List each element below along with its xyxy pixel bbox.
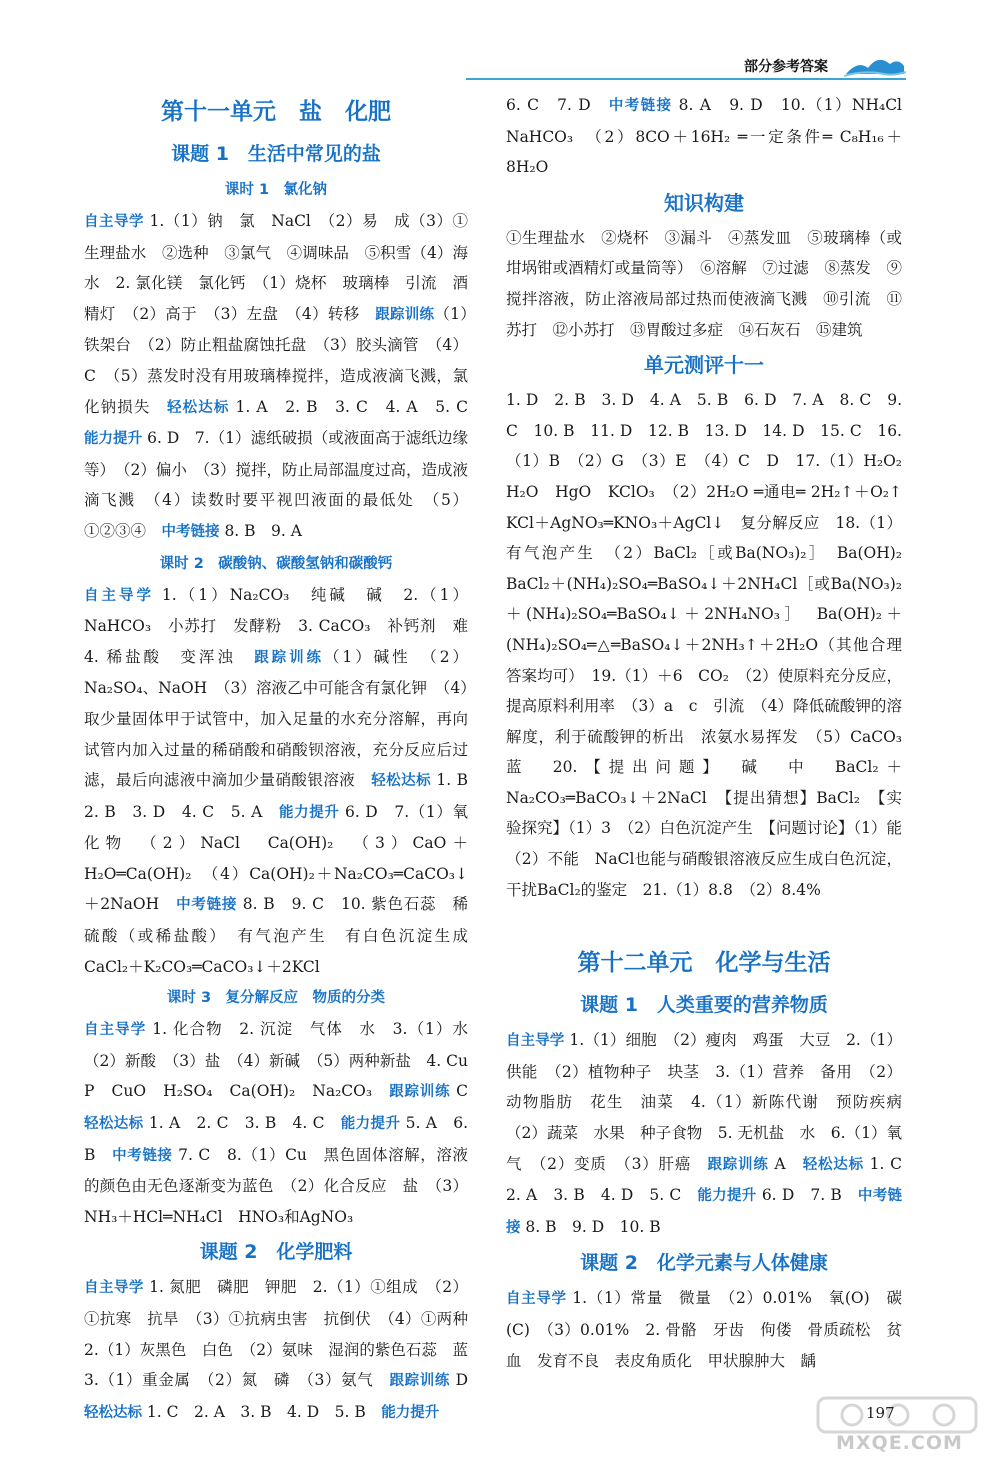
section-tag: 跟踪训练: [389, 1084, 451, 1101]
section-tag: 中考链接: [161, 523, 220, 540]
header-rule: [466, 78, 906, 80]
answer-text: 8. A 9. D 10.（1）NH₄Cl NaHCO₃ （2）8CO＋16H₂ ═一定条件═ C₈H₁₆＋8H₂O: [506, 96, 918, 177]
unit-11-title: 第十一单元 盐 化肥: [161, 99, 391, 125]
answer-text: C: [450, 1082, 484, 1101]
unit-test-answers: 1. D 2. B 3. D 4. A 5. B 6. D 7. A 8. C 9. C 10. B 11. D 12. B 13. D 14. D 15. C 16.（1）B （2）G （3）E （4）C D 17.（1）H₂O₂ H₂O HgO KClO₃ （2）2H₂O ═通电═ 2H₂↑＋O₂↑ KCl＋AgNO₃═KNO₃＋AgCl↓ 复分解反应 18.（1）有气泡产生 （2）BaCl₂［或Ba(NO₃)₂］ Ba(OH)₂ BaCl₂＋(NH₄)₂SO₄═BaSO₄↓＋2NH₄Cl［或Ba(NO₃)₂＋(NH₄)₂SO₄═BaSO₄↓＋2NH₄NO₃］ Ba(OH)₂＋(NH₄)₂SO₄═△═BaSO₄↓＋2NH₃↑＋2H₂O（其他合理答案均可） 19.（1）＋6 CO₂ （2）使原料充分反应，提高原料利用率 （3）a c 引流 （4）降低硫酸钾的溶解度，利于硫酸钾的析出 浓氨水易挥发 （5）CaCO₃ 蓝 20.【提出问题】 碱 中 BaCl₂＋Na₂CO₃═BaCO₃↓＋2NaCl 【提出猜想】BaCl₂ 【实验探究】（1）3 （2）白色沉淀产生 【问题讨论】（1）能 （2）不能 NaCl也能与硝酸银溶液反应生成白色沉淀，干扰BaCl₂的鉴定 21.（1）8.8 （2）8.4%: [506, 391, 918, 899]
section-tag: 自主导学: [506, 1033, 565, 1050]
answer-text: 1. A 2. C 3. B 4. C: [143, 1114, 341, 1133]
page-header: [466, 50, 906, 80]
section-tag: 自主导学: [506, 1291, 567, 1308]
section-tag: 自主导学: [84, 1280, 144, 1297]
topic-1-title: 课题 1 生活中常见的盐: [171, 143, 381, 165]
section-tag: 自主导学: [84, 214, 145, 230]
section-tag: 跟踪训练: [254, 649, 324, 666]
answer-text: 8. B 9. A: [219, 521, 302, 540]
section-tag: 轻松达标: [84, 1404, 142, 1421]
lesson-2-title: 课时 2 碳酸钠、碳酸氢钠和碳酸钙: [159, 555, 393, 572]
answer-text: 7. C 8.（1）Cu 黑色固体溶解，溶液的颜色由无色逐渐变为蓝色 （2）化合反应 盐 （3）NH₃＋HCl═NH₄Cl HNO₃和AgNO₃: [84, 1145, 468, 1226]
section-tag: 轻松达标: [167, 399, 230, 416]
watermark-text: MXQE.COM: [836, 1432, 963, 1454]
answer-text: 1.（1）Na₂CO₃ 纯碱 碱 2.（1）NaHCO₃ 小苏打 发酵粉 3. CaCO₃ 补钙剂 难 4. 稀盐酸 变浑浊: [84, 585, 484, 666]
answer-text: 1. C 2. A 3. B 4. D 5. C: [506, 1154, 918, 1205]
answer-text: （1）碱性 （2）Na₂SO₄、NaOH （3）溶液乙中可能含有氯化钾 （4）取少量固体甲于试管中，加入足量的水充分溶解，再向试管内加入过量的稀硝酸和硝酸钡溶液，充分反应后过滤，最后向滤液中滴加少量硝酸银溶液: [84, 647, 468, 790]
answer-text: （1）铁架台 （2）防止粗盐腐蚀托盘 （3）胶头滴管 （4）C （5）蒸发时没有用玻璃棒搅拌，造成液滴飞溅，氯化钠损失: [84, 304, 468, 416]
answer-text: 1.（1）钠 氯 NaCl （2）易 成（3）①生理盐水 ②选种 ③氯气 ④调味品 ⑤积雪（4）海水 2. 氯化镁 氯化钙 （1）烧杯 玻璃棒 引流 酒精灯 （2）高于 （3）左盘 （4）转移: [84, 212, 469, 323]
answer-text: 1.（1）常量 微量 （2）0.01% 氧(O) 碳(C) （3）0.01% 2. 骨骼 牙齿 佝偻 骨质疏松 贫血 发育不良 表皮角质化 甲状腺肿大 龋: [506, 1289, 902, 1370]
section-tag: 能力提升: [84, 431, 143, 448]
answer-text: A: [768, 1154, 803, 1173]
answer-text: 8. B 9. C 10. 紫色石蕊 稀硫酸（或稀盐酸） 有气泡产生 有白色沉淀生成 CaCl₂＋K₂CO₃═CaCO₃↓＋2KCl: [84, 895, 484, 976]
right-column: [506, 90, 918, 1376]
unit-test-title: 单元测评十一: [644, 353, 764, 378]
answer-text: 6. D 7.（1）滤纸破损（或液面高于滤纸边缘等） （2）偏小 （3）搅拌，防止局部温度过高，造成液滴飞溅 （4）读数时要平视凹液面的最低处 （5）①②③④: [84, 429, 468, 540]
section-tag: 自主导学: [84, 587, 154, 604]
answer-text: D: [450, 1371, 484, 1390]
section-tag: 能力提升: [340, 1116, 401, 1133]
section-tag: 自主导学: [84, 1022, 147, 1039]
section-tag: 轻松达标: [802, 1156, 864, 1173]
section-tag: 轻松达标: [371, 773, 432, 790]
lesson-3-answers: [84, 1014, 484, 1232]
wave-decoration-icon: [844, 52, 906, 78]
answer-text: 5. A 6. B: [84, 1114, 469, 1164]
section-tag: 跟踪训练: [375, 306, 435, 323]
answer-text: 1.（1）细胞 （2）瘦肉 鸡蛋 大豆 2.（1）供能 （2）植物种子 块茎 3.（1）营养 备用 （2）动物脂肪 花生 油菜 4.（1）新陈代谢 预防疾病 （2）蔬菜 水果 种子食物 5. 无机盐 水 6.（1）氧气 （2）变质 （3）肝癌: [506, 1031, 918, 1173]
header-title: 部分参考答案: [744, 59, 828, 75]
topic-2-answers: [84, 1272, 484, 1428]
section-tag: 能力提升: [697, 1188, 757, 1205]
topic-2-title: 课题 2 化学肥料: [199, 1241, 353, 1264]
section-tag: 能力提升: [279, 804, 340, 821]
continued-answers: [506, 90, 918, 183]
lesson-1-title: 课时 1 氯化钠: [224, 182, 328, 198]
unit-12-topic-2-title: 课题 2 化学元素与人体健康: [580, 1252, 828, 1275]
lesson-3-title: 课时 3 复分解反应 物质的分类: [166, 990, 386, 1007]
section-tag: 跟踪训练: [389, 1373, 451, 1390]
unit-12-title: 第十二单元 化学与生活: [577, 950, 831, 977]
knowledge-title: 知识构建: [664, 190, 744, 215]
answer-text: 6. D 7. B: [756, 1186, 858, 1205]
section-tag: 能力提升: [381, 1404, 440, 1421]
section-tag: 跟踪训练: [707, 1156, 769, 1173]
section-tag: 中考链接: [608, 98, 673, 114]
left-column: [84, 90, 484, 1428]
unit-12-topic-1-answers: [506, 1025, 918, 1243]
answer-text: 6. D 7.（1）氧化物 （2）NaCl Ca(OH)₂ （3）CaO＋H₂O═Ca(OH)₂ （4）Ca(OH)₂＋Na₂CO₃═CaCO₃↓＋2NaOH: [84, 802, 468, 914]
unit-12-topic-1-title: 课题 1 人类重要的营养物质: [580, 994, 828, 1017]
answer-text: 1. B 2. B 3. D 4. C 5. A: [84, 771, 484, 821]
answer-text: 1. C 2. A 3. B 4. D 5. B: [142, 1402, 382, 1421]
lesson-1-answers: [84, 206, 484, 548]
section-tag: 中考链接: [506, 1188, 903, 1236]
lesson-2-answers: [84, 580, 484, 983]
unit-12-topic-2-answers: [506, 1283, 902, 1376]
section-tag: 轻松达标: [84, 1116, 144, 1133]
section-tag: 中考链接: [112, 1147, 173, 1164]
answer-text: 6. C 7. D: [506, 96, 609, 114]
answer-text: 1. A 2. B 3. C 4. A 5. C: [229, 397, 484, 416]
answer-text: 1. 化合物 2. 沉淀 气体 水 3.（1）水 （2）新酸 （3）盐 （4）新碱 （5）两种新盐 4. Cu P CuO H₂SO₄ Ca(OH)₂ Na₂CO₃: [84, 1020, 484, 1101]
section-tag: 中考链接: [176, 897, 238, 914]
knowledge-text: ①生理盐水 ②烧杯 ③漏斗 ④蒸发皿 ⑤玻璃棒（或坩埚钳或酒精灯或量筒等） ⑥溶解 ⑦过滤 ⑧蒸发 ⑨搅拌溶液，防止溶液局部过热而使液滴飞溅 ⑩引流 ⑪苏打 ⑫小苏打 ⑬胃酸过多症 ⑭石灰石 ⑮建筑: [506, 228, 902, 339]
answer-text: 8. B 9. D 10. B: [520, 1217, 661, 1236]
answer-text: 1. 氮肥 磷肥 钾肥 2.（1）①组成 （2）①抗寒 抗旱 （3）①抗病虫害 抗倒伏 （4）①两种 2.（1）灰黑色 白色 （2）氨味 湿润的紫色石蕊 蓝 3.（1）重金属 （2）氮 磷 （3）氨气: [84, 1278, 484, 1390]
page-number: 197: [866, 1404, 895, 1422]
